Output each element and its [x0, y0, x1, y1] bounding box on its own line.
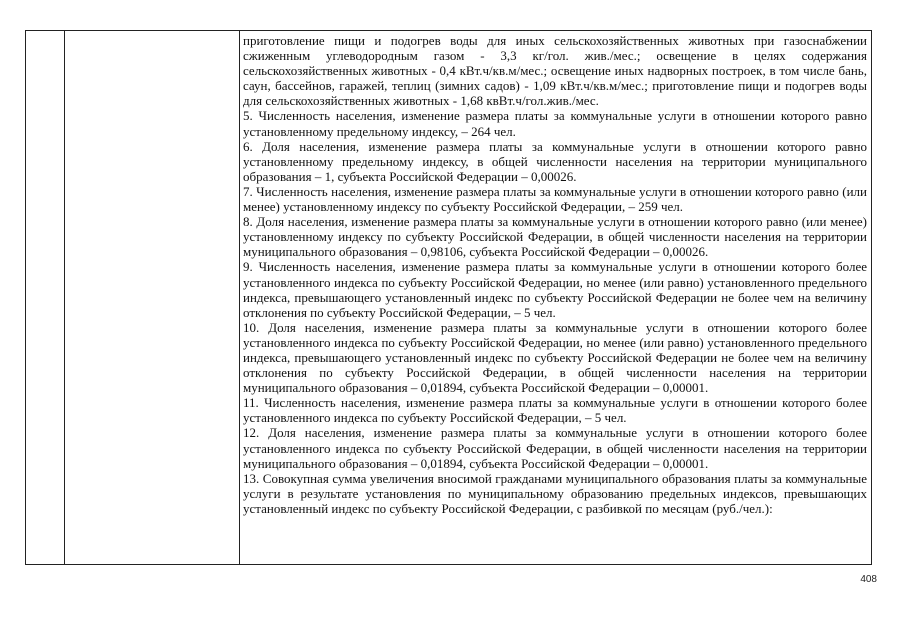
paragraph-item-9: 9. Численность населения, изменение размера платы за коммунальные услуги в отношении которого более установленного индекса по субъекту Российской Федерации, но менее (или равно) установленного предельного индекса, превышающего установленный индекс по субъекту Российской Федерации не более чем на величину отклонения по субъекту Российской Федерации, – 5 чел. — [243, 259, 867, 320]
document-table — [25, 30, 872, 565]
paragraph-item-10: 10. Доля населения, изменение размера платы за коммунальные услуги в отношении которого более установленного индекса по субъекту Российской Федерации, но менее (или равно) установленного предельного индекса, превышающего установленный индекс по субъекту Российской Федерации не более чем на величину отклонения по субъекту Российской Федерации, в общей численности населения на территории муниципального образования – 0,01894, субъекта Российской Федерации – 0,00001. — [243, 319, 867, 396]
paragraph-item-8: 8. Доля населения, изменение размера платы за коммунальные услуги в отношении которого равно (или менее) установленному индексу по субъекту Российской Федерации, в общей численности населения на территории муниципального образования – 0,98106, субъекта Российской Федерации – 0,00026. — [243, 214, 867, 260]
paragraph-item-6: 6. Доля населения, изменение размера платы за коммунальные услуги в отношении которого равно установленному предельному индексу, в общей численности населения на территории муниципального образования – 1, субъекта Российской Федерации – 0,00026. — [243, 138, 867, 184]
column-divider-1 — [64, 31, 65, 564]
paragraph-item-11: 11. Численность населения, изменение размера платы за коммунальные услуги в отношении которого более установленного индекса по субъекту Российской Федерации, – 5 чел. — [243, 395, 867, 426]
paragraph-item-13: 13. Совокупная сумма увеличения вносимой гражданами муниципального образования платы за коммунальные услуги в результате установления по муниципальному образованию предельных индексов, превышающих установленный индекс по субъекту Российской Федерации, с разбивкой по месяцам (руб./чел.): — [243, 470, 867, 516]
page-number: 408 — [860, 574, 877, 585]
table-text-cell — [243, 33, 867, 563]
paragraph-item-5: 5. Численность населения, изменение размера платы за коммунальные услуги в отношении которого равно установленному предельному индексу, – 264 чел. — [243, 108, 867, 139]
paragraph-item-7: 7. Численность населения, изменение размера платы за коммунальные услуги в отношении которого равно (или менее) установленному индексу по субъекту Российской Федерации, – 259 чел. — [243, 183, 867, 215]
column-divider-2 — [239, 31, 240, 564]
paragraph-continuation: приготовление пищи и подогрев воды для иных сельскохозяйственных животных при газоснабжении сжиженным углеводородным газом - 3,3 кг/гол. жив./мес.; освещение в целях содержания сельскохозяйственных животных - 0,4 кВт.ч/кв.м/мес.; освещение иных надворных построек, в том числе бань, саун, бассейнов, гаражей, теплиц (зимних садов) - 1,09 кВт.ч/кв.м/мес.; приготовление пищи и подогрев воды для сельскохозяйственных животных - 1,68 квВт.ч/гол.жив./мес. — [243, 33, 867, 109]
paragraph-item-12: 12. Доля населения, изменение размера платы за коммунальные услуги в отношении которого более установленного индекса по субъекту Российской Федерации, в общей численности населения на территории муниципального образования – 0,01894, субъекта Российской Федерации – 0,00001. — [243, 425, 867, 471]
